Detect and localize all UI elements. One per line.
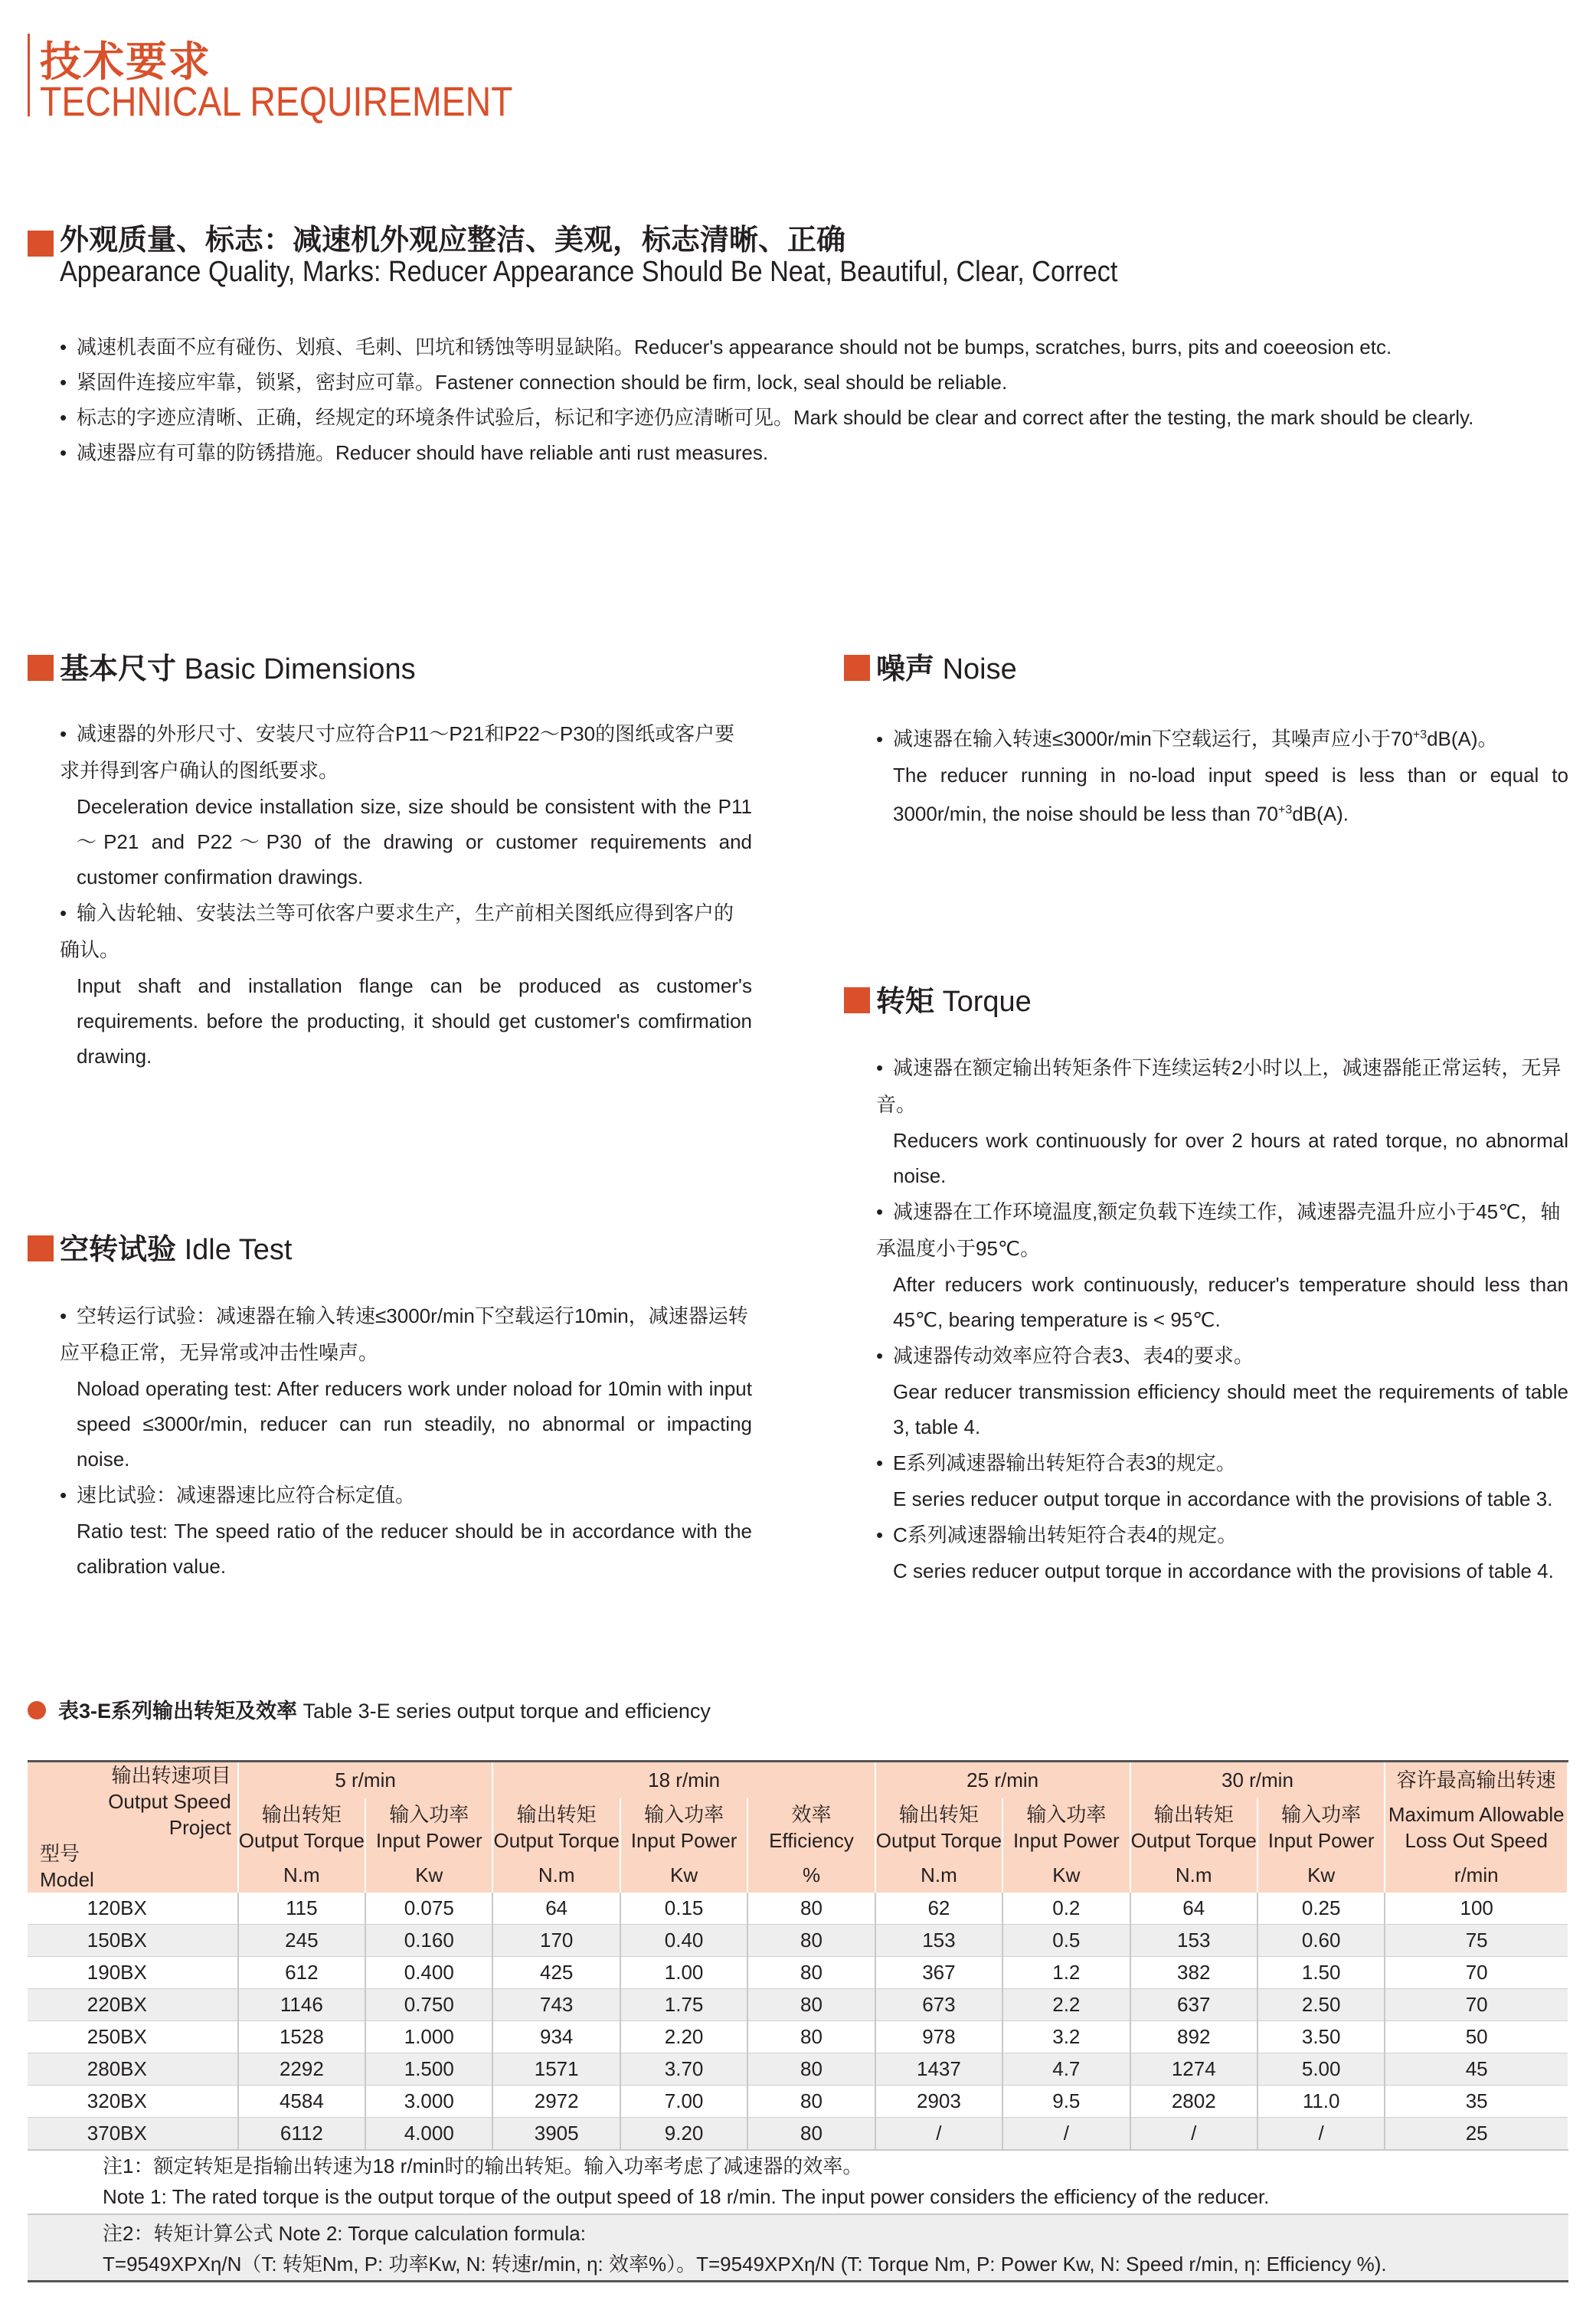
- table-cell: 1.000: [365, 2021, 492, 2053]
- noise-content: [876, 717, 1568, 831]
- table-cell: 3.2: [1002, 2021, 1130, 2053]
- note1-en: Note 1: The rated torque is the output torque of the output speed of 18 r/min. The input power considers the efficiency of the reducer.: [103, 2185, 1270, 2208]
- unit-kw: Kw: [620, 1857, 747, 1893]
- idle-content: [60, 1297, 752, 1584]
- list-item: • 速比试验：减速器速比应符合标定值。: [60, 1484, 416, 1507]
- col-efficiency: 效率 Efficiency: [747, 1798, 875, 1857]
- table-cell: 0.60: [1258, 1925, 1385, 1957]
- table-cell: 0.160: [365, 1925, 492, 1957]
- list-item: • 减速器的外形尺寸、安装尺寸应符合P11～P21和P22～P30的图纸或客户要求并得到客户确认的图纸要求。: [60, 722, 735, 782]
- table-cell: 0.075: [365, 1893, 492, 1925]
- section-square-icon: [844, 987, 870, 1013]
- appearance-heading: [28, 216, 845, 260]
- page-title-en: TECHNICAL REQUIREMENT: [40, 79, 513, 125]
- table-row: [28, 2118, 1568, 2150]
- model-cell: 280BX: [28, 2053, 238, 2086]
- col-input-power: 输入功率 Input Power: [620, 1798, 747, 1857]
- section-square-icon: [28, 231, 54, 257]
- table-cell: 1274: [1130, 2053, 1258, 2086]
- table-cell: 0.5: [1002, 1925, 1130, 1957]
- speed-header-18: 18 r/min: [492, 1762, 875, 1798]
- noise-b1-en: The reducer running in no-load input speed is less than or equal to 3000r/min, the noise should be less than $70^{+3}dB(A)$.: [893, 763, 1568, 826]
- list-item: • 紧固件连接应牢靠，锁紧，密封应可靠。Fastener connection should be firm, lock, seal should be reliable.: [60, 371, 1008, 394]
- torque-heading-cn: 转矩: [876, 986, 935, 1018]
- table-row: [28, 2053, 1568, 2086]
- table-caption-cn: 表3-E系列输出转矩及效率: [58, 1700, 298, 1723]
- table-cell: 4.000: [365, 2118, 492, 2150]
- torque-heading: [844, 977, 1032, 1019]
- table-cell: 80: [747, 1893, 875, 1925]
- list-item: • E系列减速器输出转矩符合表3的规定。: [876, 1451, 1236, 1474]
- idle-b1-en: Noload operating test: After reducers work under noload for 10min with input speed ≤3000r/min, reducer can run steadily, no abnormal or impacting noise.: [77, 1377, 752, 1471]
- idle-heading-en: Idle Test: [184, 1234, 293, 1266]
- list-item: • 减速器应有可靠的防锈措施。Reducer should have reliable anti rust measures.: [60, 441, 769, 464]
- idle-heading: [28, 1225, 292, 1268]
- table-cell: 62: [875, 1893, 1002, 1925]
- col-input-power: 输入功率 Input Power: [365, 1798, 492, 1857]
- table-cell: 2.50: [1258, 1989, 1385, 2021]
- table-cell: 3.50: [1258, 2021, 1385, 2053]
- speed-header-5: 5 r/min: [238, 1762, 493, 1798]
- model-cell: 320BX: [28, 2086, 238, 2118]
- table-cell: 80: [747, 1989, 875, 2021]
- unit-nm: N.m: [238, 1857, 365, 1893]
- note1-cn: 注1：额定转矩是指输出转速为18 r/min时的输出转矩。输入功率考虑了减速器的效率。: [103, 2155, 863, 2177]
- table-cell: 0.2: [1002, 1893, 1130, 1925]
- table-cell: 70: [1385, 1989, 1568, 2021]
- max-speed-header-cn: 容许最高输出转速: [1385, 1762, 1568, 1798]
- unit-nm: N.m: [875, 1857, 1002, 1893]
- unit-pct: %: [747, 1857, 875, 1893]
- output-torque-table: [28, 1760, 1568, 2150]
- section-square-icon: [28, 655, 54, 681]
- table-cell: 115: [238, 1893, 365, 1925]
- table-cell: 1528: [238, 2021, 365, 2053]
- table-cell: 7.00: [620, 2086, 747, 2118]
- model-cell: 120BX: [28, 1893, 238, 1925]
- table-caption-en: Table 3-E series output torque and efficiency: [303, 1700, 711, 1723]
- torque-heading-en: Torque: [942, 986, 1032, 1018]
- table-row: [28, 2021, 1568, 2053]
- unit-rmin: r/min: [1385, 1857, 1568, 1893]
- table-cell: 80: [747, 2053, 875, 2086]
- table-cell: /: [1258, 2118, 1385, 2150]
- note2-formula: T=9549XPXη/N（T: 转矩Nm, P: 功率Kw, N: 转速r/min, η: 效率%）。T=9549XPXη/N (T: Torque Nm, P: Power Kw, N: Speed r/min, η: Efficiency %).: [103, 2253, 1387, 2276]
- table-cell: 35: [1385, 2086, 1568, 2118]
- unit-kw: Kw: [365, 1857, 492, 1893]
- table-cell: 9.5: [1002, 2086, 1130, 2118]
- table-cell: 153: [1130, 1925, 1258, 1957]
- table-cell: 45: [1385, 2053, 1568, 2086]
- list-item: • 减速机表面不应有碰伤、划痕、毛刺、凹坑和锈蚀等明显缺陷。Reducer's appearance should not be bumps, scratches, burrs, pits and coeeosion etc.: [60, 335, 1392, 358]
- table-cell: 100: [1385, 1893, 1568, 1925]
- table-cell: 2.2: [1002, 1989, 1130, 2021]
- table-cell: 6112: [238, 2118, 365, 2150]
- list-item: • 减速器在输入转速≤3000r/min下空载运行，其噪声应小于$70^{+3}dB(A)$。: [876, 727, 1498, 751]
- idle-heading-cn: 空转试验: [60, 1234, 177, 1266]
- table-cell: 1437: [875, 2053, 1002, 2086]
- table-cell: 1.500: [365, 2053, 492, 2086]
- table-cell: 64: [1130, 1893, 1258, 1925]
- table-cell: 2292: [238, 2053, 365, 2086]
- table-cell: 80: [747, 2021, 875, 2053]
- list-item: • 减速器传动效率应符合表3、表4的要求。: [876, 1344, 1254, 1367]
- table-row: [28, 1893, 1568, 1925]
- model-cell: 370BX: [28, 2118, 238, 2150]
- table-cell: 0.40: [620, 1925, 747, 1957]
- table-cell: 80: [747, 2118, 875, 2150]
- noise-heading-cn: 噪声: [876, 653, 935, 685]
- table-cell: 80: [747, 1957, 875, 1989]
- table-caption: [28, 1694, 711, 1724]
- page-title-cn: 技术要求: [40, 39, 211, 85]
- table-cell: 9.20: [620, 2118, 747, 2150]
- table-cell: 612: [238, 1957, 365, 1989]
- unit-kw: Kw: [1002, 1857, 1130, 1893]
- table-cell: 367: [875, 1957, 1002, 1989]
- table-row: [28, 2086, 1568, 2118]
- title-accent-bar: [28, 34, 30, 116]
- table-cell: 1.50: [1258, 1957, 1385, 1989]
- unit-kw: Kw: [1258, 1857, 1385, 1893]
- table-cell: 2802: [1130, 2086, 1258, 2118]
- table-note-1: [28, 2149, 1568, 2213]
- torque-b1-en: Reducers work continuously for over 2 hours at rated torque, no abnormal noise.: [893, 1129, 1568, 1187]
- table-cell: 5.00: [1258, 2053, 1385, 2086]
- table-cell: 637: [1130, 1989, 1258, 2021]
- torque-b5-en: C series reducer output torque in accordance with the provisions of table 4.: [893, 1559, 1554, 1582]
- basic-content: [60, 715, 752, 1074]
- table-row: [28, 1989, 1568, 2021]
- table-cell: 3905: [492, 2118, 620, 2150]
- table-row: [28, 1925, 1568, 1957]
- table-cell: 673: [875, 1989, 1002, 2021]
- torque-b3-en: Gear reducer transmission efficiency should meet the requirements of table 3, table 4.: [893, 1380, 1568, 1438]
- list-item: • 输入齿轮轴、安装法兰等可依客户要求生产，生产前相关图纸应得到客户的确认。: [60, 901, 734, 961]
- torque-b2-en: After reducers work continuously, reducer's temperature should less than 45℃, bearing temperature is < 95℃.: [893, 1273, 1568, 1331]
- torque-b4-en: E series reducer output torque in accordance with the provisions of table 3.: [893, 1487, 1553, 1510]
- idle-b2-en: Ratio test: The speed ratio of the reducer should be in accordance with the calibration value.: [77, 1520, 752, 1578]
- section-square-icon: [844, 655, 870, 681]
- model-cell: 150BX: [28, 1925, 238, 1957]
- table-note-2: [28, 2213, 1568, 2282]
- table-cell: /: [875, 2118, 1002, 2150]
- table-cell: 80: [747, 1925, 875, 1957]
- appearance-bullet-list: [60, 329, 1473, 470]
- table-cell: 4584: [238, 2086, 365, 2118]
- basic-b1-en: Deceleration device installation size, size should be consistent with the P11～P21 and P22～P30 of the drawing or customer requirements and customer confirmation drawings.: [77, 795, 752, 888]
- appearance-heading-en: Appearance Quality, Marks: Reducer Appearance Should Be Neat, Beautiful, Clear, Correct: [60, 256, 1118, 288]
- table-cell: 4.7: [1002, 2053, 1130, 2086]
- basic-heading-en: Basic Dimensions: [184, 653, 416, 685]
- table-cell: 2972: [492, 2086, 620, 2118]
- table-cell: 1.75: [620, 1989, 747, 2021]
- table-cell: 425: [492, 1957, 620, 1989]
- col-output-torque: 输出转矩 Output Torque: [1130, 1798, 1258, 1857]
- model-label-en: Model: [40, 1868, 94, 1891]
- table-cell: 1.2: [1002, 1957, 1130, 1989]
- col-max-speed: Maximum Allowable Loss Out Speed: [1385, 1798, 1568, 1857]
- table-cell: 1.00: [620, 1957, 747, 1989]
- table-cell: 1571: [492, 2053, 620, 2086]
- table-cell: 64: [492, 1893, 620, 1925]
- model-cell: 190BX: [28, 1957, 238, 1989]
- table-cell: 892: [1130, 2021, 1258, 2053]
- table-cell: 0.25: [1258, 1893, 1385, 1925]
- appearance-heading-cn: 外观质量、标志：减速机外观应整洁、美观，标志清晰、正确: [60, 224, 846, 257]
- list-item: • 标志的字迹应清晰、正确，经规定的环境条件试验后，标记和字迹仍应清晰可见。Mark should be clear and correct after the testing, the mark should be clearly.: [60, 406, 1474, 429]
- list-item: • 减速器在额定输出转矩条件下连续运转2小时以上，减速器能正常运转，无异音。: [876, 1056, 1562, 1116]
- list-item: • 空转运行试验：减速器在输入转速≤3000r/min下空载运行10min，减速器运转应平稳正常，无异常或冲击性噪声。: [60, 1304, 748, 1364]
- col-input-power: 输入功率 Input Power: [1002, 1798, 1130, 1857]
- table-cell: 75: [1385, 1925, 1568, 1957]
- torque-content: [876, 1049, 1568, 1589]
- basic-heading-cn: 基本尺寸: [60, 653, 177, 685]
- table-cell: 382: [1130, 1957, 1258, 1989]
- table-cell: 153: [875, 1925, 1002, 1957]
- table-cell: 978: [875, 2021, 1002, 2053]
- speed-header-30: 30 r/min: [1130, 1762, 1385, 1798]
- note2-title: 注2：转矩计算公式 Note 2: Torque calculation formula:: [103, 2222, 586, 2245]
- col-output-torque: 输出转矩 Output Torque: [238, 1798, 365, 1857]
- table-cell: 245: [238, 1925, 365, 1957]
- noise-heading-en: Noise: [942, 653, 1017, 685]
- table-cell: 3.000: [365, 2086, 492, 2118]
- corner-header: 输出转速项目 Output Speed Project 型号 Model: [28, 1762, 238, 1893]
- col-output-torque: 输出转矩 Output Torque: [875, 1798, 1002, 1857]
- table-cell: 0.750: [365, 1989, 492, 2021]
- model-cell: 250BX: [28, 2021, 238, 2053]
- noise-heading: [844, 645, 1017, 687]
- basic-b2-en: Input shaft and installation flange can be produced as customer's requirements. before the producting, it should get customer's comfirmation drawing.: [77, 974, 752, 1068]
- table-cell: 2.20: [620, 2021, 747, 2053]
- list-item: • C系列减速器输出转矩符合表4的规定。: [876, 1523, 1238, 1546]
- table-cell: 2903: [875, 2086, 1002, 2118]
- table-cell: 70: [1385, 1957, 1568, 1989]
- caption-bullet-icon: [28, 1701, 46, 1719]
- unit-nm: N.m: [492, 1857, 620, 1893]
- basic-heading: [28, 645, 416, 687]
- col-input-power: 输入功率 Input Power: [1258, 1798, 1385, 1857]
- table-cell: 0.400: [365, 1957, 492, 1989]
- table-cell: 934: [492, 2021, 620, 2053]
- table-cell: 1146: [238, 1989, 365, 2021]
- unit-nm: N.m: [1130, 1857, 1258, 1893]
- list-item: • 减速器在工作环境温度,额定负载下连续工作，减速器壳温升应小于45℃，轴承温度小于95℃。: [876, 1200, 1561, 1260]
- table-cell: /: [1002, 2118, 1130, 2150]
- section-square-icon: [28, 1235, 54, 1261]
- model-label-cn: 型号: [40, 1842, 80, 1865]
- col-output-torque: 输出转矩 Output Torque: [492, 1798, 620, 1857]
- speed-header-25: 25 r/min: [875, 1762, 1130, 1798]
- table-cell: 3.70: [620, 2053, 747, 2086]
- table-cell: /: [1130, 2118, 1258, 2150]
- table-cell: 25: [1385, 2118, 1568, 2150]
- table-cell: 0.15: [620, 1893, 747, 1925]
- table-cell: 11.0: [1258, 2086, 1385, 2118]
- table-cell: 170: [492, 1925, 620, 1957]
- table-cell: 80: [747, 2086, 875, 2118]
- table-row: [28, 1957, 1568, 1989]
- table-cell: 743: [492, 1989, 620, 2021]
- model-cell: 220BX: [28, 1989, 238, 2021]
- table-cell: 50: [1385, 2021, 1568, 2053]
